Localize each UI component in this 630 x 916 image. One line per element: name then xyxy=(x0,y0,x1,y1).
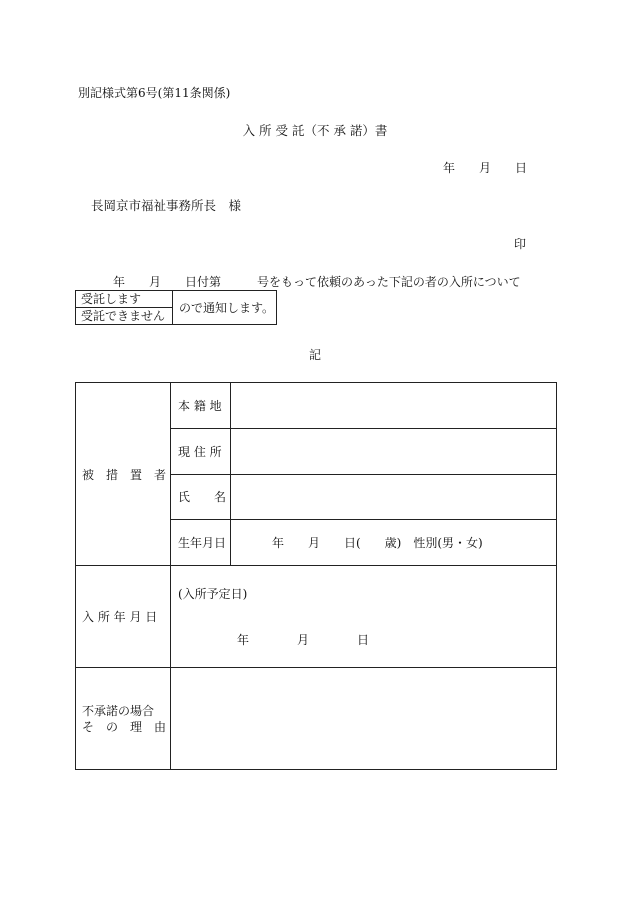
domicile-label: 本 籍 地 xyxy=(178,399,222,413)
row-divider-3 xyxy=(170,519,556,520)
birthdate-label: 生年月日 xyxy=(178,536,227,550)
address-label: 現 住 所 xyxy=(178,445,222,459)
admission-heading: 入 所 年 月 日 xyxy=(82,610,158,624)
admission-date: 年 月 日 xyxy=(237,633,370,647)
issue-date-line: 年 月 日 xyxy=(443,161,528,175)
acceptance-choice-box xyxy=(75,290,277,325)
birthdate-value: 年 月 日( 歳) 性別(男・女) xyxy=(272,536,483,550)
details-table xyxy=(75,382,557,770)
section-divider-1 xyxy=(76,565,556,566)
section-divider-2 xyxy=(76,667,556,668)
ki-heading: 記 xyxy=(308,348,321,362)
form-number-label: 別記様式第6号(第11条関係) xyxy=(78,86,231,100)
choice-options xyxy=(76,291,173,324)
admission-note: (入所予定日) xyxy=(178,587,248,601)
option-accept: 受託します xyxy=(81,292,142,306)
seal-mark: 印 xyxy=(514,237,527,251)
notice-suffix: ので通知します。 xyxy=(179,301,275,315)
name-label: 氏 名 xyxy=(178,490,227,504)
document-title: 入 所 受 託（不 承 諾）書 xyxy=(242,123,388,138)
notice-text: 年 月 日付第 号をもって依頼のあった下記の者の入所について xyxy=(113,275,521,289)
refusal-heading-line2: そ の 理 由 xyxy=(82,720,167,734)
refusal-heading-line1: 不承諾の場合 xyxy=(82,704,155,718)
table-col-divider xyxy=(170,383,171,769)
row-divider-2 xyxy=(170,474,556,475)
addressee: 長岡京市福祉事務所長 様 xyxy=(91,198,242,213)
row-divider-1 xyxy=(170,428,556,429)
choice-divider xyxy=(76,307,172,308)
option-decline: 受託できません xyxy=(81,309,166,323)
person-heading: 被 措 置 者 xyxy=(82,468,167,482)
